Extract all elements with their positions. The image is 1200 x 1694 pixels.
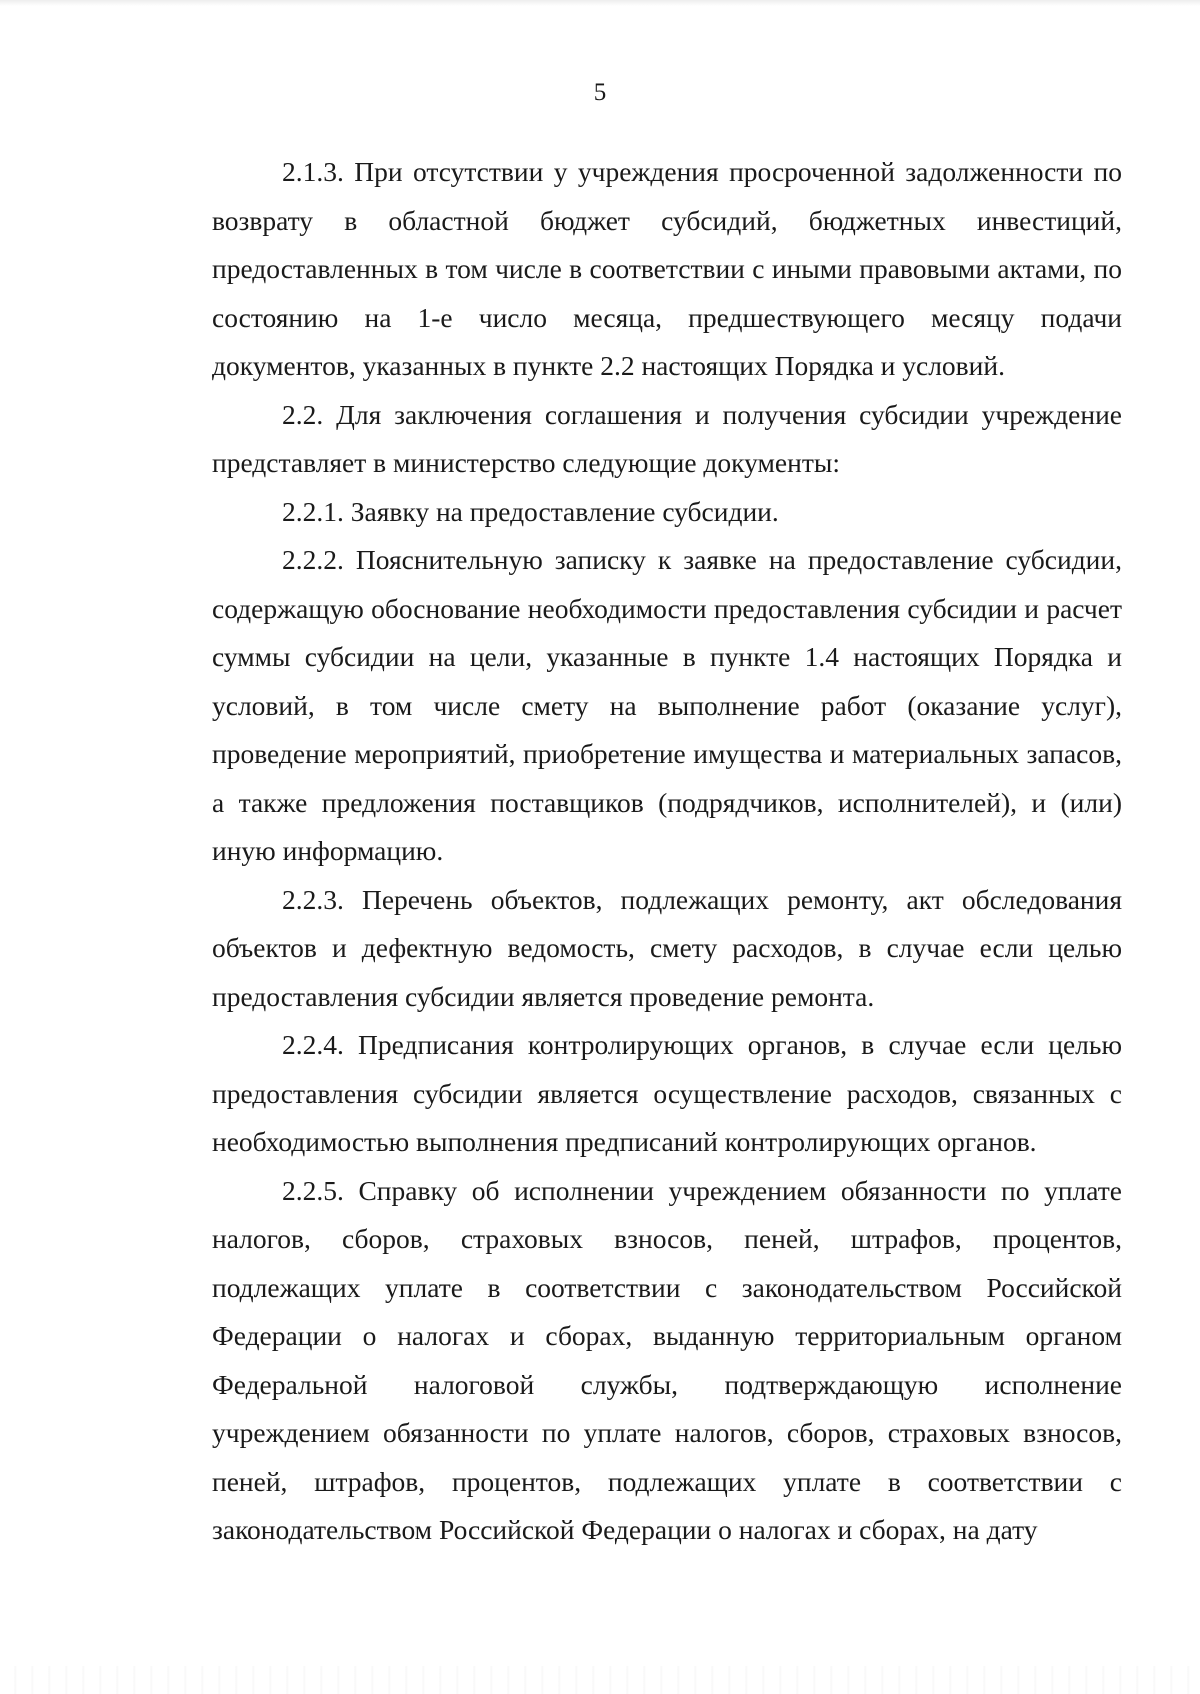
scan-edge-bottom [0, 1666, 1200, 1694]
paragraph-2-2-1: 2.2.1. Заявку на предоставление субсидии. [282, 495, 779, 527]
paragraph-2-2: 2.2. Для заключения соглашения и получения субсидии учреждение представляет в министерство следующие документы: [212, 398, 1122, 478]
document-body [212, 148, 1122, 1555]
paragraph-2-2-3: 2.2.3. Перечень объектов, подлежащих ремонту, акт обследования объектов и дефектную ведомость, смету расходов, в случае если целью предоставления субсидии является проведение ремонта. [212, 883, 1122, 1012]
paragraph-2-2-5: 2.2.5. Справку об исполнении учреждением обязанности по уплате налогов, сборов, страховых взносов, пеней, штрафов, процентов, подлежащих уплате в соответствии с законодательством Российской Федерации о налогах и сборах, выданную территориальным органом Федеральной налоговой службы, подтверждающую исполнение учреждением обязанности по уплате налогов, сборов, страховых взносов, пеней, штрафов, процентов, подлежащих уплате в соответствии с законодательством Российской Федерации о налогах и сборах, на дату [212, 1174, 1122, 1545]
paragraph-2-1-3: 2.1.3. При отсутствии у учреждения просроченной задолженности по возврату в областной бюджет субсидий, бюджетных инвестиций, предоставленных в том числе в соответствии с иными правовыми актами, по состоянию на 1-е число месяца, предшествующего месяцу подачи документов, указанных в пункте 2.2 настоящих Порядка и условий. [212, 156, 1122, 381]
paragraph-2-2-4: 2.2.4. Предписания контролирующих органов, в случае если целью предоставления субсидии является осуществление расходов, связанных с необходимостью выполнения предписаний контролирующих органов. [212, 1029, 1122, 1157]
page-number: 5 [593, 79, 607, 106]
paragraph-2-2-2: 2.2.2. Пояснительную записку к заявке на предоставление субсидии, содержащую обоснование необходимости предоставления субсидии и расчет суммы субсидии на цели, указанные в пункте 1.4 настоящих Порядка и условий, в том числе смету на выполнение работ (оказание услуг), проведение мероприятий, приобретение имущества и материальных запасов, а также предложения поставщиков (подрядчиков, исполнителей), и (или) иную информацию. [212, 544, 1122, 866]
scan-edge-top [0, 0, 1200, 6]
